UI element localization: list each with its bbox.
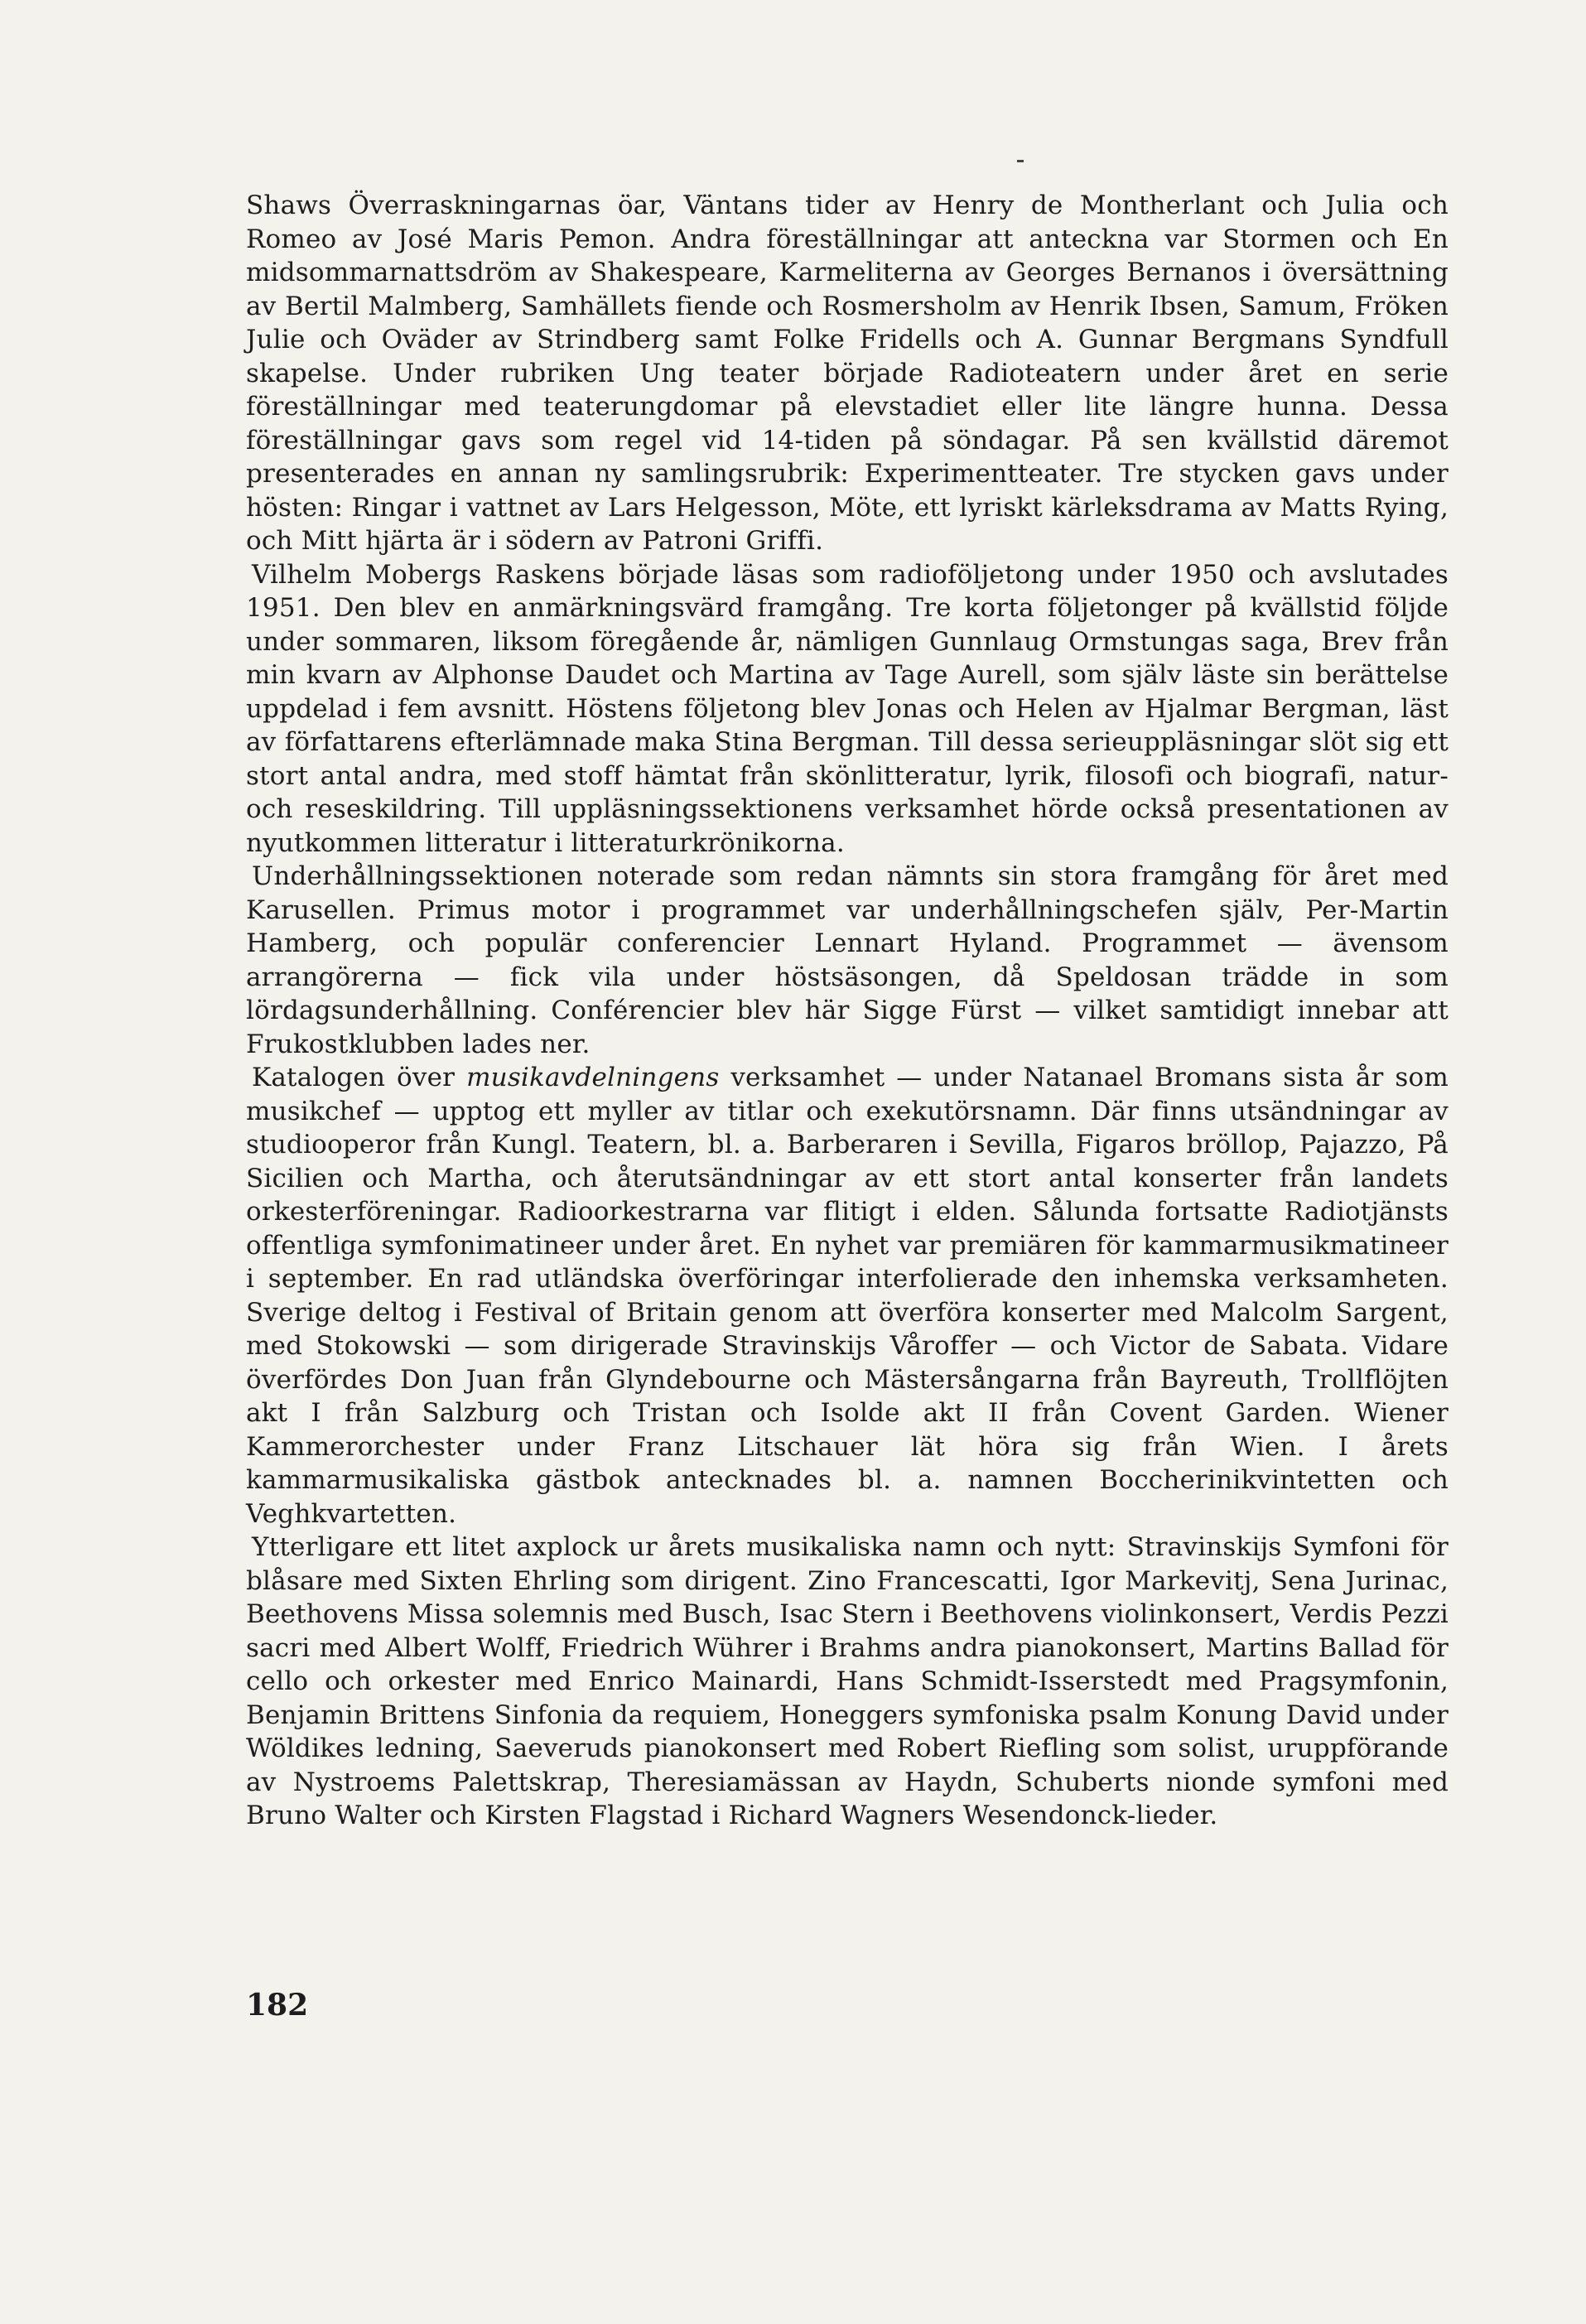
paragraph-4 — [246, 1061, 1449, 1531]
paragraph-4-italic-term: musikavdelningens — [466, 1063, 720, 1092]
paragraph-2-text: Vilhelm Mobergs Raskens började läsas som radioföljetong under 1950 och avslutades 1951. Den blev en anmärkningsvärd framgång. Tre korta följetonger på kvällstid följde under sommaren, liksom föregående år, nämligen Gunnlaug Ormstungas saga, Brev från min kvarn av Alphonse Daudet och Martina av Tage Aurell, som själv läste sin berättelse uppdelad i fem avsnitt. Höstens följetong blev Jonas och Helen av Hjalmar Bergman, läst av författarens efterlämnade maka Stina Bergman. Till dessa serieuppläsningar slöt sig ett stort antal andra, med stoff hämtat från skönlitteratur, lyrik, filosofi och biografi, natur- och reseskildring. Till uppläsningssektionens verksamhet hörde också presentationen av nyutkommen litteratur i litteraturkrönikorna. — [246, 559, 1449, 858]
print-mark — [1017, 160, 1024, 162]
paragraph-1-text: Shaws Överraskningarnas öar, Väntans tider av Henry de Montherlant och Julia och Romeo av José Maris Pemon. Andra föreställningar att anteckna var Stormen och En midsommarnattsdröm av Shakespeare, Karmeliterna av Georges Bernanos i översättning av Bertil Malmberg, Samhällets fiende och Rosmersholm av Henrik Ibsen, Samum, Fröken Julie och Oväder av Strindberg samt Folke Fridells och A. Gunnar Bergmans Syndfull skapelse. Under rubriken Ung teater började Radioteatern under året en serie föreställningar med teaterungdomar på elevstadiet eller lite längre hunna. Dessa föreställningar gavs som regel vid 14-tiden på söndagar. På sen kvällstid däremot presenterades en annan ny samlingsrubrik: Experimentteater. Tre stycken gavs under hösten: Ringar i vattnet av Lars Helgesson, Möte, ett lyriskt kärleksdrama av Matts Rying, och Mitt hjärta är i södern av Patroni Griffi. — [246, 190, 1449, 556]
paragraph-3-text: Underhållningssektionen noterade som redan nämnts sin stora framgång för året med Karusellen. Primus motor i programmet var underhållningschefen själv, Per-Martin Hamberg, och populär conferencier Lennart Hyland. Programmet — ävensom arrangörerna — fick vila under höstsäsongen, då Speldosan trädde in som lördagsunderhållning. Conférencier blev här Sigge Fürst — vilket samtidigt innebar att Frukostklubben lades ner. — [246, 861, 1449, 1059]
paragraph-2 — [246, 558, 1449, 861]
paragraph-4-text-start: Katalogen över — [252, 1063, 467, 1092]
paragraph-3 — [246, 860, 1449, 1061]
paragraph-5 — [246, 1531, 1449, 1833]
page-number: 182 — [246, 1988, 309, 2023]
paragraph-4-text-end: verksamhet — under Natanael Bromans sista år som musikchef — upptog ett myller av titlar och exekutörsnamn. Där finns utsändningar av studiooperor från Kungl. Teatern, bl. a. Barberaren i Sevilla, Figaros bröllop, Pajazzo, På Sicilien och Martha, och återutsändningar av ett stort antal konserter från landets orkesterföreningar. Radioorkestrarna var flitigt i elden. Sålunda fortsatte Radiotjänsts offentliga symfonimatineer under året. En nyhet var premiären för kammarmusikmatineer i september. En rad utländska överföringar interfolierade den inhemska verksamheten. Sverige deltog i Festival of Britain genom att överföra konserter med Malcolm Sargent, med Stokowski — som dirigerade Stravinskijs Våroffer — och Victor de Sabata. Vidare överfördes Don Juan från Glyndebourne och Mästersångarna från Bayreuth, Trollflöjten akt I från Salzburg och Tristan och Isolde akt II från Covent Garden. Wiener Kammerorchester under Franz Litschauer lät höra sig från Wien. I årets kammarmusikaliska gästbok antecknades bl. a. namnen Boccherinikvintetten och Veghkvartetten. — [246, 1063, 1449, 1529]
paragraph-5-text: Ytterligare ett litet axplock ur årets musikaliska namn och nytt: Stravinskijs Symfoni för blåsare med Sixten Ehrling som dirigent. Zino Francescatti, Igor Markevitj, Sena Jurinac, Beethovens Missa solemnis med Busch, Isac Stern i Beethovens violinkonsert, Verdis Pezzi sacri med Albert Wolff, Friedrich Wührer i Brahms andra pianokonsert, Martins Ballad för cello och orkester med Enrico Mainardi, Hans Schmidt-Isserstedt med Pragsymfonin, Benjamin Brittens Sinfonia da requiem, Honeggers symfoniska psalm Konung David under Wöldikes ledning, Saeveruds pianokonsert med Robert Riefling som solist, uruppförande av Nystroems Palettskrap, Theresiamässan av Haydn, Schuberts nionde symfoni med Bruno Walter och Kirsten Flagstad i Richard Wagners Wesendonck-lieder. — [246, 1532, 1449, 1830]
paragraph-1 — [246, 189, 1449, 558]
body-text — [246, 189, 1449, 1833]
